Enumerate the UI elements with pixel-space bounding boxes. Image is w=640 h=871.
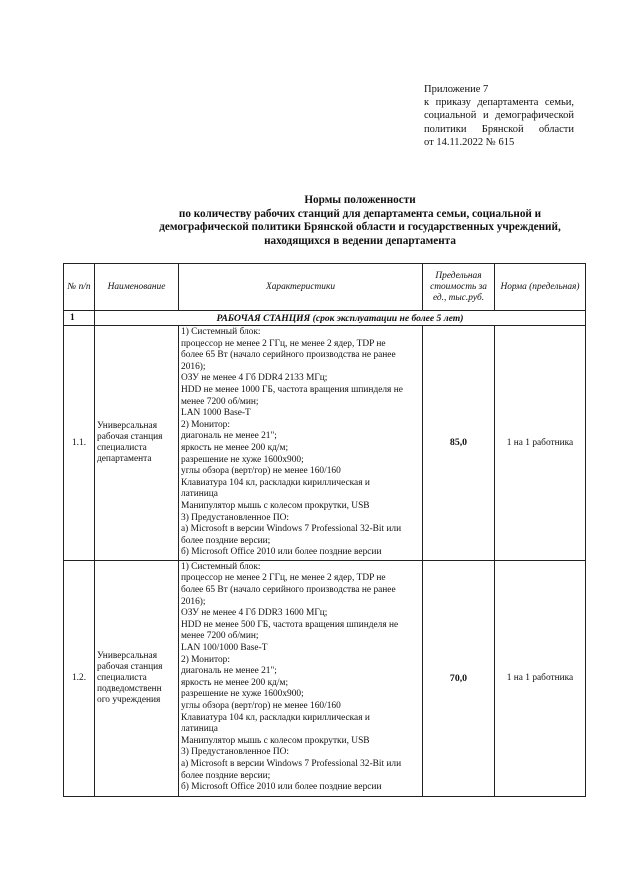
char-line: яркость не менее 200 кд/м; xyxy=(181,442,289,453)
appendix-line: Приложение 7 xyxy=(424,84,489,95)
row-num: 1.2. xyxy=(64,560,95,796)
char-line: менее 7200 об/мин; xyxy=(181,631,259,642)
char-line: разрешение не хуже 1600x900; xyxy=(181,689,304,700)
section-title: РАБОЧАЯ СТАНЦИЯ (срок эксплуатации не более 5 лет) xyxy=(95,311,586,326)
row-norm: 1 на 1 работника xyxy=(495,326,586,561)
char-line: LAN 100/1000 Base-T xyxy=(181,643,268,654)
char-line: б) Microsoft Office 2010 или более поздние версии xyxy=(181,547,382,558)
char-line: более поздние версии; xyxy=(181,770,271,781)
char-line: 3) Предустановленное ПО: xyxy=(181,747,289,758)
char-line: ОЗУ не менее 4 Гб DDR3 1600 МГц; xyxy=(181,608,328,619)
title-line: демографической политики Брянской области и государственных учреждений, xyxy=(159,221,561,234)
char-line: 3) Предустановленное ПО: xyxy=(181,512,289,523)
section-num: 1 xyxy=(64,311,95,326)
char-line: процессор не менее 2 ГГц, не менее 2 ядер, TDP не xyxy=(181,573,386,584)
appendix-line: политики Брянской области xyxy=(424,123,574,135)
table-row xyxy=(64,326,586,561)
char-line: Клавиатура 104 кл, раскладки кириллическая и xyxy=(181,712,370,723)
appendix-line: от 14.11.2022 № 615 xyxy=(424,136,515,148)
char-line: 2) Монитор: xyxy=(181,419,230,430)
row-characteristics xyxy=(179,326,423,561)
char-line: углы обзора (верт/гор) не менее 160/160 xyxy=(181,701,341,711)
char-line: диагональ не менее 21"; xyxy=(181,431,277,442)
char-line: Манипулятор мышь с колесом прокрутки, USB xyxy=(181,735,370,746)
row-norm: 1 на 1 работника xyxy=(495,560,586,796)
char-line: диагональ не менее 21"; xyxy=(181,666,277,677)
char-line: 2) Монитор: xyxy=(181,654,230,665)
char-line: 1) Системный блок: xyxy=(181,327,261,337)
char-line: яркость не менее 200 кд/м; xyxy=(181,677,289,688)
header-characteristics: Характеристики xyxy=(179,264,423,311)
section-row xyxy=(64,311,586,326)
char-line: ОЗУ не менее 4 Гб DDR4 2133 МГц; xyxy=(181,373,328,384)
char-line: 2016); xyxy=(181,596,206,607)
row-price: 70,0 xyxy=(423,560,495,796)
appendix-line: к приказу департамента семьи, xyxy=(424,97,574,109)
char-line: процессор не менее 2 ГГц, не менее 2 ядер, TDP не xyxy=(181,338,386,349)
char-line: Манипулятор мышь с колесом прокрутки, USB xyxy=(181,500,370,511)
appendix-block xyxy=(424,83,574,149)
char-line: латиница xyxy=(181,724,218,735)
char-line: латиница xyxy=(181,489,218,500)
document-title xyxy=(100,194,620,248)
char-line: 1) Системный блок: xyxy=(181,561,261,572)
header-price: Предельная стоимость за ед., тыс.руб. xyxy=(423,264,495,311)
char-line: более 65 Вт (начало серийного производства не ранее xyxy=(181,350,396,361)
norms-table xyxy=(63,263,586,797)
char-line: 2016); xyxy=(181,361,206,372)
char-line: HDD не менее 500 ГБ, частота вращения шпинделя не xyxy=(181,619,399,630)
row-name: Универсальная рабочая станция специалиста департамента xyxy=(95,326,179,561)
char-line: углы обзора (верт/гор) не менее 160/160 xyxy=(181,466,341,477)
char-line: а) Microsoft в версии Windows 7 Professional 32-Bit или xyxy=(181,758,402,769)
char-line: Клавиатура 104 кл, раскладки кириллическая и xyxy=(181,477,370,488)
header-num: № п/п xyxy=(64,264,95,311)
row-characteristics xyxy=(179,560,423,796)
char-line: LAN 1000 Base-T xyxy=(181,408,251,419)
table-header-row xyxy=(64,264,586,311)
char-line: HDD не менее 1000 ГБ, частота вращения шпинделя не xyxy=(181,384,403,395)
char-line: более 65 Вт (начало серийного производства не ранее xyxy=(181,585,396,596)
char-line: более поздние версии; xyxy=(181,535,271,546)
header-name: Наименование xyxy=(95,264,179,311)
row-name: Универсальная рабочая станция специалиста подведомственн ого учреждения xyxy=(95,560,179,796)
title-line: Нормы положенности xyxy=(304,194,416,206)
row-num: 1.1. xyxy=(64,326,95,561)
char-line: б) Microsoft Office 2010 или более поздние версии xyxy=(181,782,382,793)
char-line: разрешение не хуже 1600x900; xyxy=(181,454,304,465)
header-norm: Норма (предельная) xyxy=(495,264,586,311)
row-price: 85,0 xyxy=(423,326,495,561)
title-line: находящихся в ведении департамента xyxy=(264,234,456,247)
appendix-line: социальной и демографической xyxy=(424,110,574,122)
char-line: а) Microsoft в версии Windows 7 Professional 32-Bit или xyxy=(181,524,402,535)
char-line: менее 7200 об/мин; xyxy=(181,396,259,407)
table-row xyxy=(64,560,586,796)
title-line: по количеству рабочих станций для департамента семьи, социальной и xyxy=(178,207,542,220)
